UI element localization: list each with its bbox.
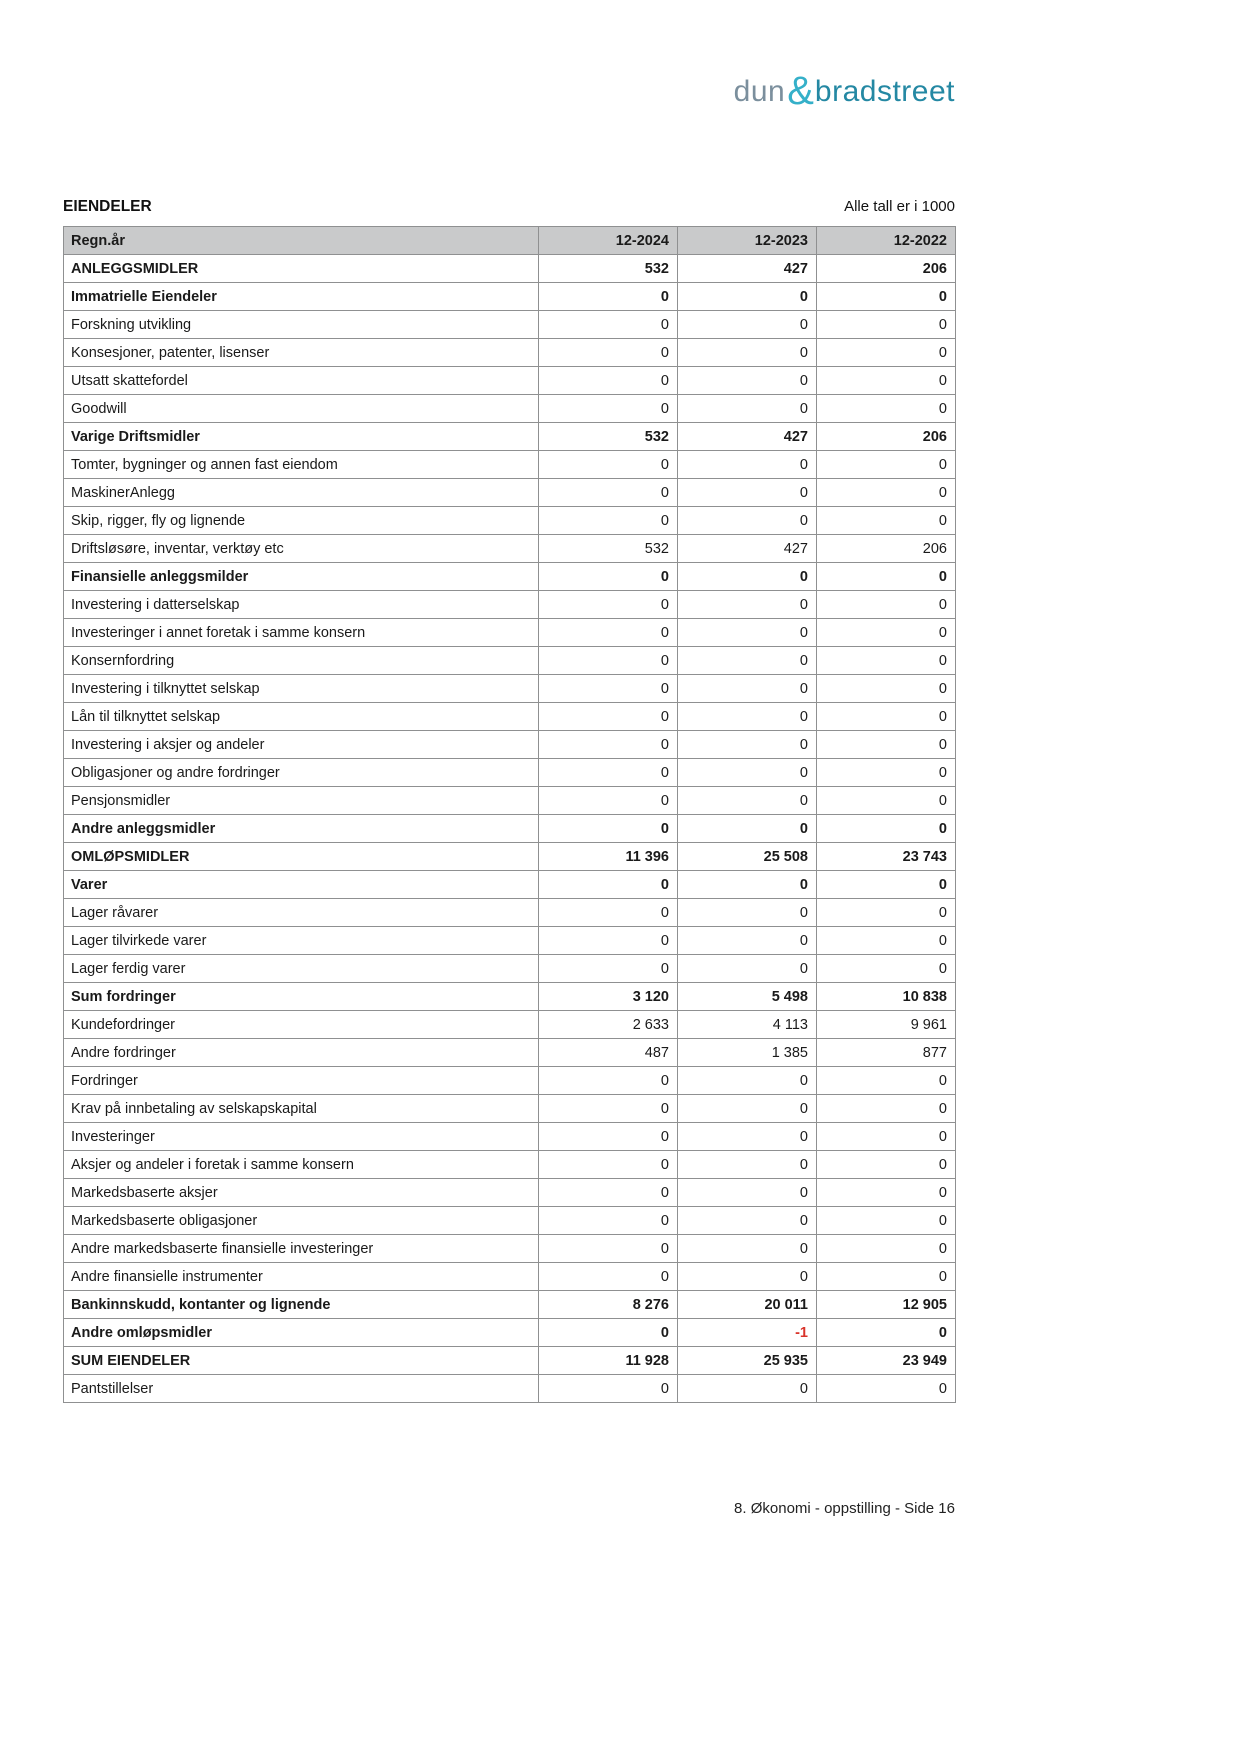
row-value: 0 xyxy=(539,1151,678,1179)
row-value: 206 xyxy=(817,535,956,563)
row-value: 0 xyxy=(817,451,956,479)
row-label: MaskinerAnlegg xyxy=(64,479,539,507)
row-value: 0 xyxy=(678,479,817,507)
row-label: Skip, rigger, fly og lignende xyxy=(64,507,539,535)
page-footer: 8. Økonomi - oppstilling - Side 16 xyxy=(734,1500,955,1517)
row-value: 0 xyxy=(539,871,678,899)
row-value: 23 949 xyxy=(817,1347,956,1375)
table-row xyxy=(64,731,956,759)
row-value: 0 xyxy=(539,1095,678,1123)
row-value: 0 xyxy=(817,927,956,955)
row-value: 0 xyxy=(539,507,678,535)
row-value: 0 xyxy=(817,1235,956,1263)
row-label: Andre anleggsmidler xyxy=(64,815,539,843)
table-row xyxy=(64,423,956,451)
row-value: 427 xyxy=(678,423,817,451)
row-value: 0 xyxy=(817,787,956,815)
row-value: 0 xyxy=(817,563,956,591)
row-label: Investering i aksjer og andeler xyxy=(64,731,539,759)
table-row xyxy=(64,1095,956,1123)
row-value: 0 xyxy=(678,1179,817,1207)
row-value: 0 xyxy=(539,955,678,983)
row-value: 0 xyxy=(539,1067,678,1095)
row-value: 0 xyxy=(817,1095,956,1123)
row-value: 0 xyxy=(539,787,678,815)
row-label: Pantstillelser xyxy=(64,1375,539,1403)
row-value: 0 xyxy=(678,507,817,535)
row-value: 0 xyxy=(539,1123,678,1151)
row-value: 0 xyxy=(539,731,678,759)
row-label: Pensjonsmidler xyxy=(64,787,539,815)
row-label: Konsernfordring xyxy=(64,647,539,675)
table-row xyxy=(64,1151,956,1179)
row-label: ANLEGGSMIDLER xyxy=(64,255,539,283)
row-value: 0 xyxy=(817,507,956,535)
row-value: 0 xyxy=(678,311,817,339)
table-header-label: Regn.år xyxy=(64,227,539,255)
row-label: Fordringer xyxy=(64,1067,539,1095)
row-value: 0 xyxy=(678,563,817,591)
row-value: 0 xyxy=(539,451,678,479)
row-label: Andre markedsbaserte finansielle investeringer xyxy=(64,1235,539,1263)
table-row xyxy=(64,507,956,535)
row-value: 0 xyxy=(539,283,678,311)
table-row xyxy=(64,535,956,563)
table-row xyxy=(64,479,956,507)
row-value: 0 xyxy=(539,1179,678,1207)
row-value: 0 xyxy=(678,1375,817,1403)
row-value: 0 xyxy=(678,675,817,703)
row-label: Konsesjoner, patenter, lisenser xyxy=(64,339,539,367)
row-value: 25 935 xyxy=(678,1347,817,1375)
row-label: Immatrielle Eiendeler xyxy=(64,283,539,311)
table-row xyxy=(64,283,956,311)
table-row xyxy=(64,983,956,1011)
table-header-col-2023: 12-2023 xyxy=(678,227,817,255)
row-label: Krav på innbetaling av selskapskapital xyxy=(64,1095,539,1123)
row-value: 10 838 xyxy=(817,983,956,1011)
row-label: Investering i datterselskap xyxy=(64,591,539,619)
row-label: Aksjer og andeler i foretak i samme konsern xyxy=(64,1151,539,1179)
row-value: 0 xyxy=(539,619,678,647)
row-value: 0 xyxy=(539,815,678,843)
row-value: 0 xyxy=(539,1319,678,1347)
row-value: 0 xyxy=(539,675,678,703)
table-row xyxy=(64,843,956,871)
row-value: 0 xyxy=(539,703,678,731)
row-value: 0 xyxy=(539,1235,678,1263)
table-row xyxy=(64,1235,956,1263)
row-value: 0 xyxy=(678,703,817,731)
row-value: 0 xyxy=(678,787,817,815)
row-value: 487 xyxy=(539,1039,678,1067)
row-value: 0 xyxy=(817,283,956,311)
section-header xyxy=(63,198,955,216)
row-label: Markedsbaserte aksjer xyxy=(64,1179,539,1207)
row-value: 0 xyxy=(678,1263,817,1291)
row-value: 0 xyxy=(678,927,817,955)
row-value: 0 xyxy=(678,283,817,311)
row-value: 0 xyxy=(539,563,678,591)
row-value: 0 xyxy=(817,1123,956,1151)
row-value: 0 xyxy=(539,591,678,619)
logo-text-dun: dun xyxy=(733,75,786,108)
row-value: 0 xyxy=(678,759,817,787)
row-label: Markedsbaserte obligasjoner xyxy=(64,1207,539,1235)
row-value: 0 xyxy=(817,367,956,395)
row-label: Lager ferdig varer xyxy=(64,955,539,983)
row-label: Varige Driftsmidler xyxy=(64,423,539,451)
row-label: Andre fordringer xyxy=(64,1039,539,1067)
row-value: 0 xyxy=(817,1067,956,1095)
row-value: 11 928 xyxy=(539,1347,678,1375)
assets-table xyxy=(63,226,956,1403)
row-value: 0 xyxy=(817,759,956,787)
row-value: 11 396 xyxy=(539,843,678,871)
row-value: 0 xyxy=(539,311,678,339)
table-row xyxy=(64,871,956,899)
row-value: 0 xyxy=(678,955,817,983)
table-row xyxy=(64,339,956,367)
table-row xyxy=(64,563,956,591)
row-value: 0 xyxy=(817,1263,956,1291)
row-value: 0 xyxy=(678,395,817,423)
row-value: 0 xyxy=(539,1207,678,1235)
table-row xyxy=(64,647,956,675)
table-row xyxy=(64,703,956,731)
dun-bradstreet-logo xyxy=(63,66,955,111)
table-row xyxy=(64,815,956,843)
table-row xyxy=(64,1039,956,1067)
row-value: 0 xyxy=(539,367,678,395)
row-value: 0 xyxy=(678,1151,817,1179)
table-row xyxy=(64,759,956,787)
row-value: 0 xyxy=(678,899,817,927)
row-label: Utsatt skattefordel xyxy=(64,367,539,395)
row-value: 0 xyxy=(817,395,956,423)
table-row xyxy=(64,1263,956,1291)
row-label: Tomter, bygninger og annen fast eiendom xyxy=(64,451,539,479)
table-row xyxy=(64,1011,956,1039)
table-row xyxy=(64,591,956,619)
row-value: 0 xyxy=(817,1207,956,1235)
row-value: 0 xyxy=(539,395,678,423)
table-row xyxy=(64,1375,956,1403)
row-value: 12 905 xyxy=(817,1291,956,1319)
row-value: 0 xyxy=(539,1263,678,1291)
row-value: 0 xyxy=(817,871,956,899)
row-label: Lån til tilknyttet selskap xyxy=(64,703,539,731)
table-row xyxy=(64,787,956,815)
row-label: Andre finansielle instrumenter xyxy=(64,1263,539,1291)
row-value: 0 xyxy=(817,1151,956,1179)
row-value: 0 xyxy=(678,871,817,899)
row-value: 427 xyxy=(678,255,817,283)
table-row xyxy=(64,619,956,647)
row-value: 0 xyxy=(817,479,956,507)
row-value: 0 xyxy=(678,1095,817,1123)
row-value: 0 xyxy=(817,731,956,759)
row-value: -1 xyxy=(678,1319,817,1347)
row-value: 5 498 xyxy=(678,983,817,1011)
row-value: 3 120 xyxy=(539,983,678,1011)
row-label: Sum fordringer xyxy=(64,983,539,1011)
row-value: 20 011 xyxy=(678,1291,817,1319)
table-row xyxy=(64,1067,956,1095)
row-value: 0 xyxy=(539,759,678,787)
table-row xyxy=(64,1347,956,1375)
row-value: 532 xyxy=(539,423,678,451)
row-value: 0 xyxy=(817,339,956,367)
row-label: Finansielle anleggsmilder xyxy=(64,563,539,591)
row-label: Driftsløsøre, inventar, verktøy etc xyxy=(64,535,539,563)
row-label: Investeringer xyxy=(64,1123,539,1151)
row-value: 8 276 xyxy=(539,1291,678,1319)
table-row xyxy=(64,1319,956,1347)
row-value: 0 xyxy=(817,1375,956,1403)
row-value: 0 xyxy=(539,927,678,955)
row-label: Lager tilvirkede varer xyxy=(64,927,539,955)
row-value: 4 113 xyxy=(678,1011,817,1039)
row-label: Andre omløpsmidler xyxy=(64,1319,539,1347)
row-value: 0 xyxy=(539,1375,678,1403)
row-value: 0 xyxy=(817,815,956,843)
row-value: 0 xyxy=(678,451,817,479)
row-value: 427 xyxy=(678,535,817,563)
row-value: 206 xyxy=(817,423,956,451)
table-header-col-2024: 12-2024 xyxy=(539,227,678,255)
row-value: 2 633 xyxy=(539,1011,678,1039)
table-row xyxy=(64,675,956,703)
row-label: Kundefordringer xyxy=(64,1011,539,1039)
row-value: 0 xyxy=(539,647,678,675)
row-value: 532 xyxy=(539,255,678,283)
row-value: 23 743 xyxy=(817,843,956,871)
row-label: SUM EIENDELER xyxy=(64,1347,539,1375)
row-label: Bankinnskudd, kontanter og lignende xyxy=(64,1291,539,1319)
row-label: Goodwill xyxy=(64,395,539,423)
table-row xyxy=(64,395,956,423)
row-value: 206 xyxy=(817,255,956,283)
row-value: 0 xyxy=(817,1319,956,1347)
row-label: Obligasjoner og andre fordringer xyxy=(64,759,539,787)
row-value: 25 508 xyxy=(678,843,817,871)
row-value: 0 xyxy=(678,815,817,843)
row-value: 0 xyxy=(678,731,817,759)
row-value: 0 xyxy=(678,591,817,619)
row-value: 0 xyxy=(678,1123,817,1151)
row-value: 0 xyxy=(678,619,817,647)
row-value: 0 xyxy=(817,1179,956,1207)
row-label: Investeringer i annet foretak i samme konsern xyxy=(64,619,539,647)
row-value: 0 xyxy=(539,479,678,507)
row-value: 877 xyxy=(817,1039,956,1067)
row-value: 0 xyxy=(678,647,817,675)
table-header-row xyxy=(64,227,956,255)
row-label: Forskning utvikling xyxy=(64,311,539,339)
table-body xyxy=(64,255,956,1403)
row-value: 9 961 xyxy=(817,1011,956,1039)
table-row xyxy=(64,955,956,983)
table-row xyxy=(64,367,956,395)
table-row xyxy=(64,1179,956,1207)
row-label: Varer xyxy=(64,871,539,899)
row-label: Investering i tilknyttet selskap xyxy=(64,675,539,703)
row-value: 0 xyxy=(817,591,956,619)
row-value: 0 xyxy=(817,955,956,983)
row-value: 0 xyxy=(678,1207,817,1235)
table-row xyxy=(64,899,956,927)
row-value: 1 385 xyxy=(678,1039,817,1067)
table-row xyxy=(64,1291,956,1319)
row-value: 0 xyxy=(817,619,956,647)
row-value: 0 xyxy=(817,899,956,927)
row-value: 0 xyxy=(678,339,817,367)
table-row xyxy=(64,311,956,339)
row-value: 0 xyxy=(817,703,956,731)
table-row xyxy=(64,1123,956,1151)
scale-note: Alle tall er i 1000 xyxy=(844,198,955,215)
row-label: OMLØPSMIDLER xyxy=(64,843,539,871)
logo-text-bradstreet: bradstreet xyxy=(814,75,955,108)
row-label: Lager råvarer xyxy=(64,899,539,927)
row-value: 0 xyxy=(678,367,817,395)
table-row xyxy=(64,1207,956,1235)
row-value: 0 xyxy=(817,647,956,675)
table-row xyxy=(64,927,956,955)
table-row xyxy=(64,451,956,479)
row-value: 0 xyxy=(539,339,678,367)
page-title: EIENDELER xyxy=(63,198,152,215)
table-row xyxy=(64,255,956,283)
row-value: 0 xyxy=(678,1235,817,1263)
table-header-col-2022: 12-2022 xyxy=(817,227,956,255)
row-value: 0 xyxy=(817,675,956,703)
row-value: 0 xyxy=(678,1067,817,1095)
row-value: 0 xyxy=(817,311,956,339)
row-value: 0 xyxy=(539,899,678,927)
row-value: 532 xyxy=(539,535,678,563)
logo-ampersand-icon: & xyxy=(787,69,814,113)
